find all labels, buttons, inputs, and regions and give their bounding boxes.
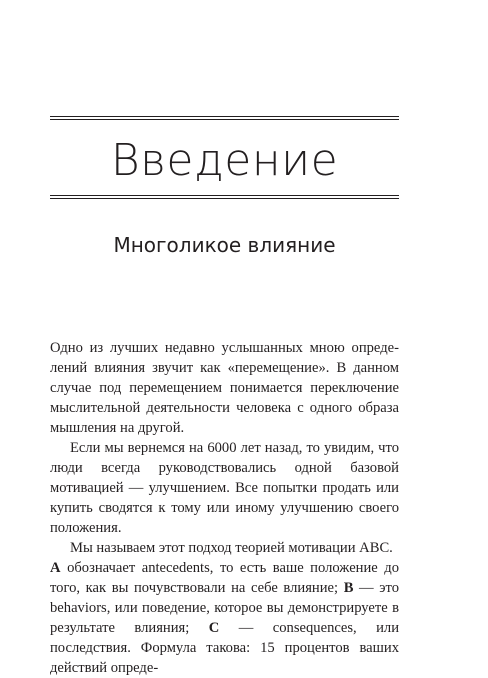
title-bottom-rules	[50, 195, 399, 199]
top-rule-1	[50, 116, 399, 117]
letter-b: B	[343, 580, 354, 596]
paragraph-3	[50, 538, 399, 678]
body-text	[50, 338, 399, 678]
letter-b-text: — это behaviors, или поведение, которое вы демонстрируете в результате влияния;	[50, 580, 399, 636]
letter-c-text: — consequences, или последствия. Формула такова: 15 процентов ваших действий опреде-	[50, 620, 400, 676]
letter-c: C	[208, 620, 220, 636]
paragraph-2: Если мы вернемся на 6000 лет назад, то увидим, что люди всегда руководствовались одной базовой мотивацией — улучшением. Все попытки продать или купить сводятся к тому или иному улучшению своего положения.	[50, 440, 399, 536]
bottom-rule-2	[50, 198, 399, 199]
title-top-rules	[50, 116, 399, 120]
paragraph-1: Одно из лучших недавно услышанных мною определений влияния звучит как «перемещение». В данном случае под перемещением понимается переключение мыслительной деятельности человека с одного образа мышления на другой.	[50, 340, 399, 436]
letter-a-text: обозначает antecedents, то есть ваше положение до того, как вы почувствовали на себе влияние;	[50, 560, 399, 596]
top-rule-2	[50, 119, 399, 120]
chapter-subtitle: Многоликое влияние	[113, 233, 336, 257]
letter-a: A	[50, 560, 61, 576]
bottom-rule-1	[50, 195, 399, 196]
abc-intro: Мы называем этот подход теорией мотивации ABC.	[70, 540, 393, 556]
chapter-title: Введение	[110, 135, 339, 186]
